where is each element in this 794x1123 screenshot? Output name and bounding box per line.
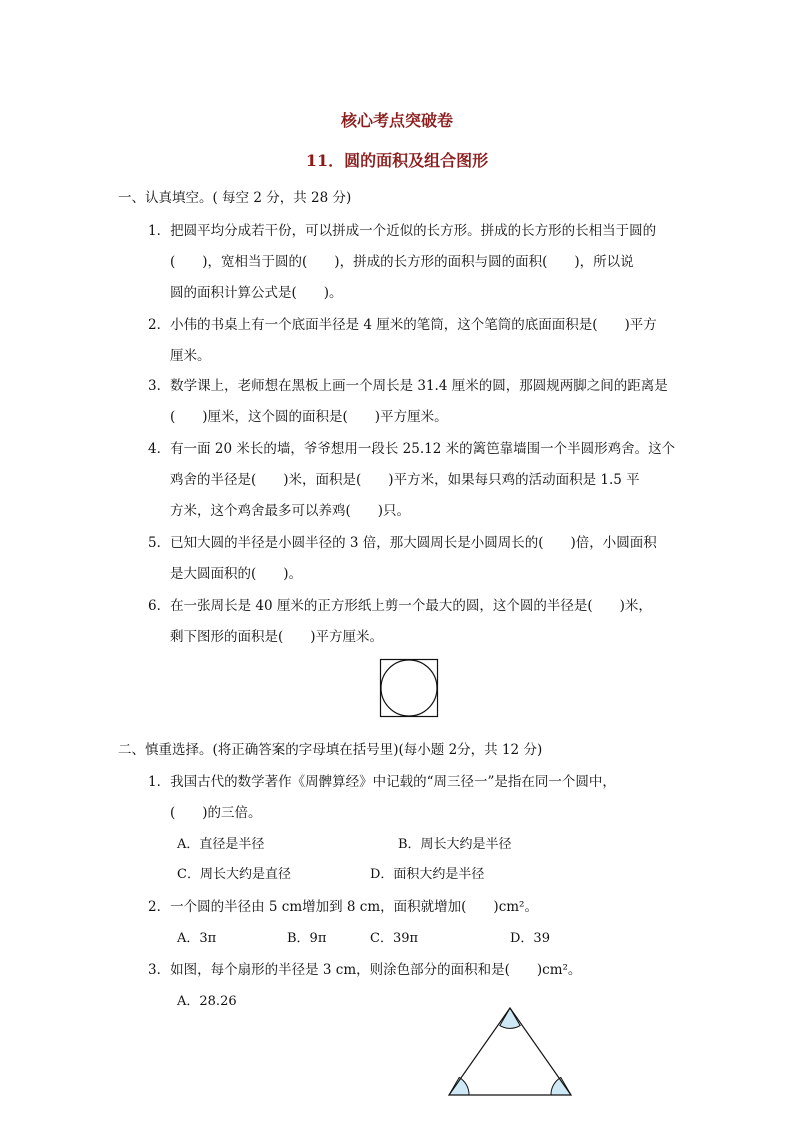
s1-q3-line2: ( )厘米，这个圆的面积是( )平方厘米。 [170, 409, 448, 425]
s2-q1-option-a: A．直径是半径 [177, 837, 265, 852]
s1-q2-line2: 厘米。 [170, 348, 211, 364]
s2-q1-option-d: D．面积大约是半径 [370, 867, 485, 882]
square-circle-figure [380, 659, 438, 717]
triangle-sectors-figure [440, 1000, 580, 1100]
s1-q3-line1: 3．数学课上，老师想在黑板上画一个周长是 31.4 厘米的圆，那圆规两脚之间的距离是 [148, 378, 668, 394]
s1-q5-line2: 是大圆面积的( )。 [170, 566, 303, 582]
s2-q2-option-d: D．39 [510, 931, 550, 946]
s1-q4-line2: 鸡舍的半径是( )米，面积是( )平方米，如果每只鸡的活动面积是 1.5 平 [170, 472, 640, 488]
s2-q1-line1: 1．我国古代的数学著作《周髀算经》中记载的“周三径一”是指在同一个圆中， [148, 774, 616, 790]
s2-q2-option-c: C．39π [370, 931, 419, 946]
s1-q4-line3: 方米，这个鸡舍最多可以养鸡( )只。 [170, 503, 411, 519]
s1-q1-line3: 圆的面积计算公式是( )。 [170, 285, 343, 301]
s1-q6-line1: 6．在一张周长是 40 厘米的正方形纸上剪一个最大的圆，这个圆的半径是( )米， [148, 598, 652, 614]
s2-q2-text: 2．一个圆的半径由 5 cm增加到 8 cm，面积就增加( )cm²。 [148, 899, 538, 915]
page-subtitle: 11．圆的面积及组合图形 [305, 151, 489, 170]
s2-q1-option-c: C．周长大约是直径 [177, 867, 291, 882]
s1-q1-line1: 1．把圆平均分成若干份，可以拼成一个近似的长方形。拼成的长方形的长相当于圆的 [148, 223, 657, 239]
s1-q6-line2: 剩下图形的面积是( )平方厘米。 [170, 629, 384, 645]
s1-q1-line2: ( )，宽相当于圆的( )，拼成的长方形的面积与圆的面积( )，所以说 [170, 254, 634, 270]
s1-q5-line1: 5．已知大圆的半径是小圆半径的 3 倍，那大圆周长是小圆周长的( )倍，小圆面积 [148, 535, 657, 551]
s2-q3-text: 3．如图，每个扇形的半径是 3 cm，则涂色部分的面积和是( )cm²。 [148, 962, 582, 978]
section2-heading: 二、慎重选择。(将正确答案的字母填在括号里)(每小题 2分，共 12 分) [118, 742, 543, 758]
inscribed-circle-shape [381, 660, 437, 716]
s2-q1-option-b: B．周长大约是半径 [398, 837, 512, 852]
s2-q1-line2: ( )的三倍。 [170, 805, 262, 821]
s2-q2-option-b: B．9π [287, 931, 327, 946]
s2-q3-option-a: A．28.26 [177, 994, 237, 1009]
section1-heading: 一、认真填空。( 每空 2 分，共 28 分) [118, 190, 352, 206]
page-title: 核心考点突破卷 [340, 111, 453, 130]
s1-q2-line1: 2．小伟的书桌上有一个底面半径是 4 厘米的笔筒，这个笔筒的底面面积是( )平方 [148, 317, 657, 333]
s2-q2-option-a: A．3π [177, 931, 217, 946]
s1-q4-line1: 4．有一面 20 米长的墙，爷爷想用一段长 25.12 米的篱笆靠墙围一个半圆形鸡舍。这个 [148, 441, 676, 457]
